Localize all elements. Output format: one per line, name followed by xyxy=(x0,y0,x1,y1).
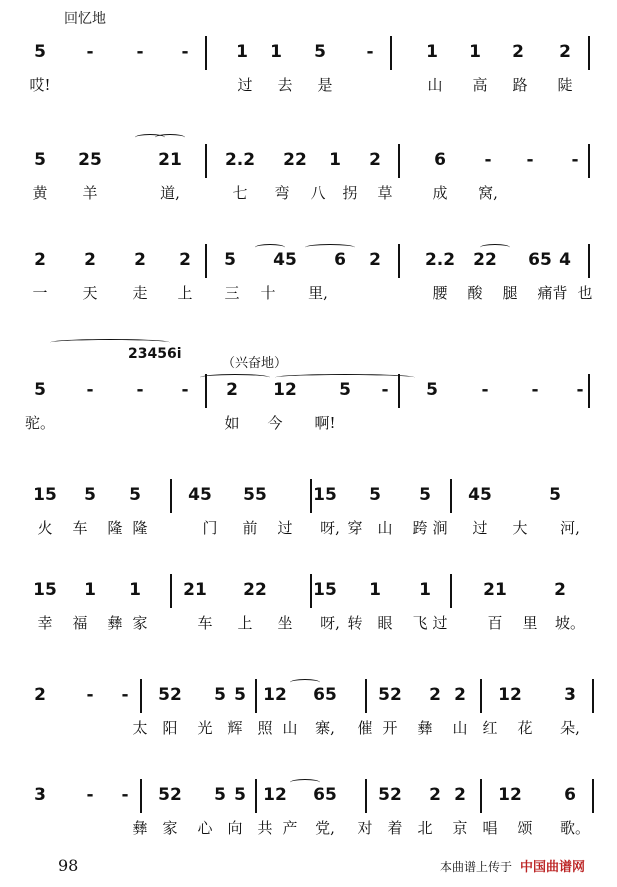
note: 2 xyxy=(429,685,441,705)
lyric-char: 坐 xyxy=(277,614,293,632)
note: 55 xyxy=(243,485,267,505)
note: - xyxy=(571,150,579,170)
barline xyxy=(398,244,400,278)
lyric-char: 窝, xyxy=(478,184,498,202)
note: 1 xyxy=(426,42,438,62)
note: - xyxy=(366,42,374,62)
lyric-char: 背 xyxy=(552,284,568,302)
barline xyxy=(480,779,482,813)
lyric-char: 驼。 xyxy=(24,414,56,432)
barline xyxy=(205,36,207,70)
barline xyxy=(592,779,594,813)
note: 2 xyxy=(179,250,191,270)
lyric-char: 彝 xyxy=(132,819,148,837)
lyric-char: 阳 xyxy=(162,719,178,737)
note: - xyxy=(181,42,189,62)
note: 5 xyxy=(34,150,46,170)
lyric-char: 共 xyxy=(257,819,273,837)
site-logo: 中国曲谱网 xyxy=(520,860,586,875)
lyric-char: 里, xyxy=(308,284,328,302)
barline xyxy=(205,244,207,278)
note: 2 xyxy=(84,250,96,270)
note: 2 xyxy=(369,150,381,170)
note: - xyxy=(121,685,129,705)
note: 2 xyxy=(369,250,381,270)
lyric-char: 歌。 xyxy=(559,819,591,837)
note: 5 xyxy=(234,785,246,805)
note: 2 xyxy=(34,685,46,705)
lyric-char: 羊 xyxy=(82,184,98,202)
barline xyxy=(398,144,400,178)
note: 2 xyxy=(559,42,571,62)
note: - xyxy=(481,380,489,400)
note: - xyxy=(181,380,189,400)
lyrics-row xyxy=(0,817,617,839)
barline xyxy=(255,779,257,813)
lyric-char: 山 xyxy=(282,719,298,737)
note: 45 xyxy=(273,250,297,270)
note: 21 xyxy=(483,580,507,600)
lyric-char: 涧 xyxy=(432,519,448,537)
slur-arc xyxy=(155,134,185,141)
lyric-char: 唱 xyxy=(482,819,498,837)
lyrics-row xyxy=(0,412,617,434)
lyric-char: 过 xyxy=(277,519,293,537)
lyric-char: 今 xyxy=(267,414,283,432)
note: - xyxy=(526,150,534,170)
barline xyxy=(255,679,257,713)
note: 5 xyxy=(224,250,236,270)
note: 1 xyxy=(469,42,481,62)
lyrics-row xyxy=(0,717,617,739)
note: 15 xyxy=(33,580,57,600)
lyric-char: 火 xyxy=(37,519,53,537)
note: 4 xyxy=(559,250,571,270)
note: 5 xyxy=(129,485,141,505)
note: - xyxy=(86,380,94,400)
lyric-char: 陡 xyxy=(557,76,573,94)
notation-row xyxy=(0,150,617,176)
lyric-char: 路 xyxy=(512,76,528,94)
lyric-char: 拐 xyxy=(342,184,358,202)
lyric-char: 花 xyxy=(517,719,533,737)
lyric-char: 车 xyxy=(197,614,213,632)
note: 5 xyxy=(314,42,326,62)
note: 22 xyxy=(243,580,267,600)
note: 21 xyxy=(158,150,182,170)
note: 65 xyxy=(313,685,337,705)
note: 2 xyxy=(226,380,238,400)
lyric-char: 腰 xyxy=(432,284,448,302)
barline xyxy=(450,479,452,513)
note: 45 xyxy=(188,485,212,505)
upload-note: 本曲谱上传于 xyxy=(440,860,513,874)
lyric-char: 车 xyxy=(72,519,88,537)
lyric-char: 过 xyxy=(432,614,448,632)
note: 52 xyxy=(378,685,402,705)
note: 5 xyxy=(84,485,96,505)
lyric-char: 山 xyxy=(377,519,393,537)
lyric-char: 前 xyxy=(242,519,258,537)
note: 12 xyxy=(273,380,297,400)
lyric-char: 家 xyxy=(162,819,178,837)
lyric-char: 腿 xyxy=(502,284,518,302)
slur-arc xyxy=(480,244,510,251)
lyric-char: 百 xyxy=(487,614,503,632)
lyrics-row xyxy=(0,282,617,304)
note: 2 xyxy=(554,580,566,600)
lyric-char: 心 xyxy=(197,819,213,837)
note: - xyxy=(136,380,144,400)
note: 15 xyxy=(313,580,337,600)
lyric-char: 开 xyxy=(382,719,398,737)
notation-row xyxy=(0,250,617,276)
notation-row xyxy=(0,685,617,711)
lyric-char: 道, xyxy=(160,184,180,202)
note: 22 xyxy=(473,250,497,270)
lyric-char: 颂 xyxy=(517,819,533,837)
lyric-char: 对 xyxy=(357,819,373,837)
lyric-char: 北 xyxy=(417,819,433,837)
lyric-char: 一 xyxy=(32,284,48,302)
barline xyxy=(365,779,367,813)
note: - xyxy=(86,42,94,62)
note: 3 xyxy=(564,685,576,705)
lyric-char: 酸 xyxy=(467,284,483,302)
note: 12 xyxy=(263,785,287,805)
lyric-char: 十 xyxy=(260,284,276,302)
note: 5 xyxy=(419,485,431,505)
lyric-char: 痛 xyxy=(537,284,553,302)
note: 15 xyxy=(33,485,57,505)
lyric-char: 去 xyxy=(277,76,293,94)
lyric-char: 彝 xyxy=(107,614,123,632)
lyric-char: 哎! xyxy=(29,76,51,94)
note: 65 xyxy=(528,250,552,270)
note: 5 xyxy=(214,785,226,805)
barline xyxy=(170,574,172,608)
note: 52 xyxy=(158,685,182,705)
barline xyxy=(310,479,312,513)
note: 2 xyxy=(454,685,466,705)
lyric-char: 党, xyxy=(315,819,335,837)
note: - xyxy=(121,785,129,805)
barline xyxy=(365,679,367,713)
slur-arc xyxy=(200,374,270,381)
lyric-char: 京 xyxy=(452,819,468,837)
lyric-char: 坡。 xyxy=(554,614,586,632)
lyric-char: 三 xyxy=(224,284,240,302)
lyric-char: 转 xyxy=(347,614,363,632)
note: 3 xyxy=(34,785,46,805)
lyric-char: 寨, xyxy=(315,719,335,737)
lyric-char: 八 xyxy=(310,184,326,202)
note: 15 xyxy=(313,485,337,505)
note: 65 xyxy=(313,785,337,805)
lyric-char: 成 xyxy=(432,184,448,202)
lyric-char: 走 xyxy=(132,284,148,302)
lyrics-row xyxy=(0,182,617,204)
note: 2 xyxy=(134,250,146,270)
slur-arc xyxy=(275,374,415,381)
note: 6 xyxy=(434,150,446,170)
lyric-char: 眼 xyxy=(377,614,393,632)
lyric-char: 彝 xyxy=(417,719,433,737)
lyric-char: 辉 xyxy=(227,719,243,737)
lyric-char: 河, xyxy=(560,519,580,537)
note: 21 xyxy=(183,580,207,600)
barline xyxy=(140,679,142,713)
barline xyxy=(588,374,590,408)
note: 1 xyxy=(369,580,381,600)
slur-arc xyxy=(255,244,285,251)
lyric-char: 朵, xyxy=(560,719,580,737)
note: 5 xyxy=(234,685,246,705)
note: 2.2 xyxy=(424,250,456,270)
lyric-char: 隆 xyxy=(107,519,123,537)
notation-row xyxy=(0,380,617,406)
lyric-char: 如 xyxy=(224,414,240,432)
note: - xyxy=(86,785,94,805)
lyric-char: 着 xyxy=(387,819,403,837)
lyric-char: 上 xyxy=(237,614,253,632)
lyric-char: 隆 xyxy=(132,519,148,537)
slur-arc xyxy=(290,679,320,686)
note: 5 xyxy=(34,42,46,62)
slur-arc xyxy=(305,244,355,251)
lyric-char: 产 xyxy=(282,819,298,837)
note: 1 xyxy=(236,42,248,62)
ornament-notes: 23456i xyxy=(128,346,182,362)
note: - xyxy=(576,380,584,400)
note: - xyxy=(484,150,492,170)
slur-arc xyxy=(50,339,170,346)
note: 52 xyxy=(158,785,182,805)
lyric-char: 呀, xyxy=(320,519,340,537)
note: 6 xyxy=(334,250,346,270)
note: 5 xyxy=(426,380,438,400)
lyric-char: 也 xyxy=(577,284,593,302)
note: 2 xyxy=(512,42,524,62)
note: - xyxy=(136,42,144,62)
lyric-char: 里 xyxy=(522,614,538,632)
note: 12 xyxy=(498,785,522,805)
note: - xyxy=(531,380,539,400)
page-number: 98 xyxy=(58,856,79,875)
lyric-char: 过 xyxy=(472,519,488,537)
note: 52 xyxy=(378,785,402,805)
mid-direction-text: （兴奋地） xyxy=(222,356,288,371)
barline xyxy=(480,679,482,713)
note: - xyxy=(86,685,94,705)
barline xyxy=(205,144,207,178)
barline xyxy=(592,679,594,713)
barline xyxy=(588,36,590,70)
lyric-char: 门 xyxy=(202,519,218,537)
notation-row xyxy=(0,42,617,68)
barline xyxy=(390,36,392,70)
lyric-char: 呀, xyxy=(320,614,340,632)
lyric-char: 大 xyxy=(512,519,528,537)
barline xyxy=(588,144,590,178)
lyric-char: 家 xyxy=(132,614,148,632)
note: 5 xyxy=(34,380,46,400)
lyric-char: 福 xyxy=(72,614,88,632)
barline xyxy=(170,479,172,513)
lyric-char: 啊! xyxy=(314,414,336,432)
direction-text: 回忆地 xyxy=(64,11,106,27)
note: - xyxy=(381,380,389,400)
barline xyxy=(140,779,142,813)
note: 1 xyxy=(329,150,341,170)
lyric-char: 光 xyxy=(197,719,213,737)
note: 22 xyxy=(283,150,307,170)
lyric-char: 跨 xyxy=(412,519,428,537)
barline xyxy=(310,574,312,608)
note: 2 xyxy=(429,785,441,805)
note: 1 xyxy=(270,42,282,62)
note: 5 xyxy=(339,380,351,400)
note: 1 xyxy=(84,580,96,600)
note: 2 xyxy=(34,250,46,270)
lyric-char: 飞 xyxy=(412,614,428,632)
note: 5 xyxy=(369,485,381,505)
lyric-char: 山 xyxy=(427,76,443,94)
lyric-char: 高 xyxy=(472,76,488,94)
note: 1 xyxy=(129,580,141,600)
lyric-char: 天 xyxy=(82,284,98,302)
note: 5 xyxy=(549,485,561,505)
lyric-char: 七 xyxy=(232,184,248,202)
lyric-char: 穿 xyxy=(347,519,363,537)
note: 2.2 xyxy=(224,150,256,170)
note: 6 xyxy=(564,785,576,805)
notation-row xyxy=(0,580,617,606)
lyric-char: 照 xyxy=(257,719,273,737)
note: 5 xyxy=(214,685,226,705)
lyrics-row xyxy=(0,517,617,539)
lyric-char: 过 xyxy=(237,76,253,94)
lyric-char: 弯 xyxy=(274,184,290,202)
notation-row xyxy=(0,485,617,511)
note: 2 xyxy=(454,785,466,805)
barline xyxy=(450,574,452,608)
slur-arc xyxy=(290,779,320,786)
note: 12 xyxy=(498,685,522,705)
notation-row xyxy=(0,785,617,811)
note: 25 xyxy=(78,150,102,170)
lyric-char: 上 xyxy=(177,284,193,302)
lyric-char: 太 xyxy=(132,719,148,737)
lyrics-row xyxy=(0,612,617,634)
lyric-char: 黄 xyxy=(32,184,48,202)
lyric-char: 红 xyxy=(482,719,498,737)
lyric-char: 催 xyxy=(357,719,373,737)
lyric-char: 向 xyxy=(227,819,243,837)
lyric-char: 幸 xyxy=(37,614,53,632)
note: 45 xyxy=(468,485,492,505)
note: 1 xyxy=(419,580,431,600)
barline xyxy=(588,244,590,278)
lyrics-row xyxy=(0,74,617,96)
lyric-char: 草 xyxy=(377,184,393,202)
lyric-char: 是 xyxy=(317,76,333,94)
lyric-char: 山 xyxy=(452,719,468,737)
note: 12 xyxy=(263,685,287,705)
